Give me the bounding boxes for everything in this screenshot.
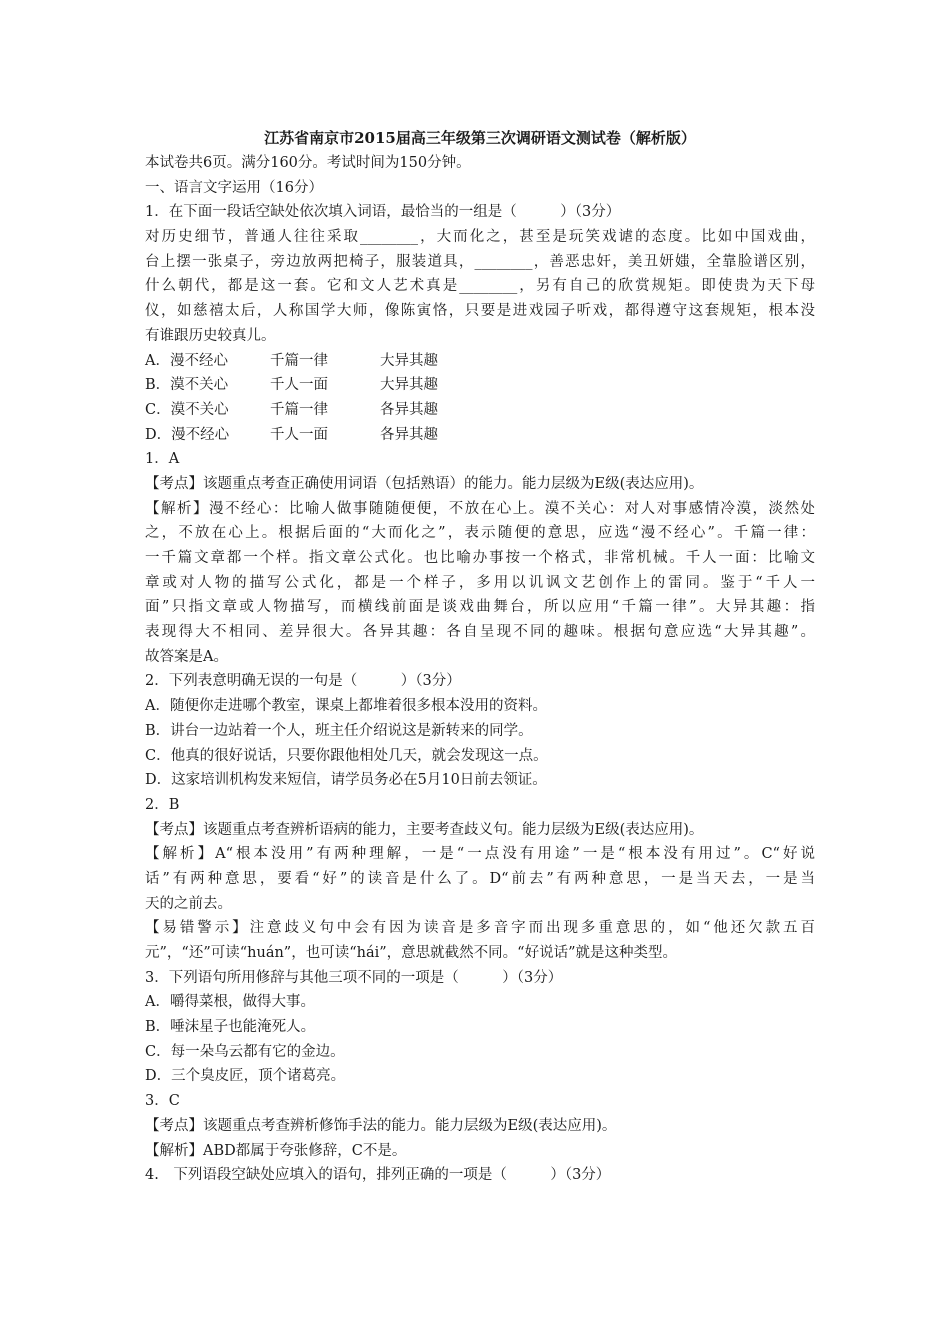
- q1-jiexi-line: 表现得大不相同、差异很大。各异其趣：各自呈现不同的趣味。根据句意应选“大异其趣”。: [145, 624, 815, 641]
- q2-option-b: B．讲台一边站着一个人，班主任介绍说这是新转来的同学。: [145, 722, 533, 739]
- option-word: 大异其趣: [380, 352, 438, 369]
- q1-jiexi-line: 故答案是A。: [145, 648, 228, 665]
- q3-kaodian: 【考点】该题重点考查辨析修饰手法的能力。能力层级为E级(表达应用)。: [145, 1117, 617, 1134]
- q3-answer: 3．C: [145, 1093, 180, 1110]
- q1-answer: 1．A: [145, 451, 180, 468]
- q1-stem: 1．在下面一段话空缺处依次填入词语，最恰当的一组是（ ）（3分）: [145, 204, 621, 221]
- q2-jiexi-line: 【解析】A“根本没用”有两种理解，一是“一点没有用途”一是“根本没有用过”。C“好说: [145, 846, 815, 863]
- q2-jiexi-line: 话”有两种意思，要看“好”的读音是什么了。D“前去”有两种意思，一是当天去，一是当: [145, 870, 815, 887]
- q1-jiexi-line: 之，不放在心上。根据后面的“大而化之”，表示随便的意思，应选“漫不经心”。千篇一律：: [145, 525, 815, 542]
- option-word: D．漫不经心: [145, 426, 230, 443]
- q1-option-a: [145, 349, 815, 374]
- option-word: 大异其趣: [380, 377, 438, 394]
- document-title: 江苏省南京市2015届高三年级第三次调研语文测试卷（解析版）: [264, 129, 696, 147]
- intro-line: 本试卷共6页。满分160分。考试时间为150分钟。: [145, 155, 471, 171]
- q1-option-b: [145, 373, 815, 398]
- q1-passage-line: 台上摆一张桌子，旁边放两把椅子，服装道具，________，善恶忠奸，美丑妍媸，全靠脸谱区别，: [145, 253, 815, 270]
- q1-jiexi-line: 章或对人物的描写公式化，都是一个样子，多用以讥讽文艺创作上的雷同。鉴于“千人一: [145, 574, 815, 591]
- q3-stem: 3．下列语句所用修辞与其他三项不同的一项是（ ）（3分）: [145, 969, 563, 986]
- option-word: 千篇一律: [270, 401, 328, 418]
- q3-option-c: C．每一朵乌云都有它的金边。: [145, 1043, 345, 1060]
- q1-jiexi-line: 【解析】漫不经心：比喻人做事随随便便，不放在心上。漠不关心：对人对事感情冷漠，淡然处: [145, 500, 815, 517]
- option-word: 千人一面: [270, 377, 328, 394]
- q1-kaodian: 【考点】该题重点考查正确使用词语（包括熟语）的能力。能力层级为E级(表达应用)。: [145, 475, 704, 492]
- option-word: 千人一面: [270, 426, 328, 443]
- q2-kaodian: 【考点】该题重点考查辨析语病的能力，主要考查歧义句。能力层级为E级(表达应用)。: [145, 821, 704, 838]
- q2-option-c: C．他真的很好说话，只要你跟他相处几天，就会发现这一点。: [145, 747, 548, 764]
- q3-option-b: B．唾沫星子也能淹死人。: [145, 1019, 316, 1036]
- section-heading: 一、语言文字运用（16分）: [145, 179, 323, 196]
- q2-answer: 2．B: [145, 796, 180, 813]
- q2-jiexi-line: 天的之前去。: [145, 895, 232, 912]
- exam-document: [145, 125, 815, 1188]
- option-word: A．漫不经心: [145, 352, 228, 369]
- option-word: B．漠不关心: [145, 377, 229, 394]
- q2-jingshi-line: 【易错警示】注意歧义句中会有因为读音是多音字而出现多重意思的，如“他还欠款五百: [145, 920, 815, 937]
- q2-jingshi-line: 元”，“还”可读“huán”，也可读“hái”，意思就截然不同。“好说话”就是这种类型。: [145, 945, 677, 961]
- option-word: 各异其趣: [380, 426, 438, 443]
- q2-option-d: D．这家培训机构发来短信，请学员务必在5月10日前去领证。: [145, 772, 547, 789]
- q1-passage-line: 对历史细节，普通人往往采取________，大而化之，甚至是玩笑戏谑的态度。比如中国戏曲，: [145, 229, 815, 246]
- q1-option-c: [145, 398, 815, 423]
- q1-passage-line: 仪，如慈禧太后，人称国学大师，像陈寅恪，只要是进戏园子听戏，都得遵守这套规矩，根本没: [145, 303, 815, 320]
- q1-passage-line: 有谁跟历史较真儿。: [145, 327, 276, 344]
- q2-stem: 2．下列表意明确无误的一句是（ ）（3分）: [145, 673, 461, 690]
- option-word: 千篇一律: [270, 352, 328, 369]
- option-word: 各异其趣: [380, 401, 438, 418]
- q3-jiexi: 【解析】ABD都属于夸张修辞，C不是。: [145, 1142, 407, 1159]
- option-word: C．漠不关心: [145, 401, 229, 418]
- q1-passage-line: 什么朝代，都是这一套。它和文人艺术真是________，另有自己的欣赏规矩。即使贵为天下母: [145, 278, 815, 295]
- q2-option-a: A．随便你走进哪个教室，课桌上都堆着很多根本没用的资料。: [145, 698, 547, 715]
- q1-jiexi-line: 面”只指文章或人物描写，而横线前面是谈戏曲舞台，所以应用“千篇一律”。大异其趣：指: [145, 599, 815, 616]
- q3-option-a: A．嚼得菜根，做得大事。: [145, 994, 315, 1011]
- q1-jiexi-line: 一千篇文章都一个样。指文章公式化。也比喻办事按一个格式，非常机械。千人一面：比喻文: [145, 550, 815, 566]
- q1-option-d: [145, 423, 815, 448]
- q3-option-d: D．三个臭皮匠，顶个诸葛亮。: [145, 1068, 346, 1085]
- q4-stem: 4. 下列语段空缺处应填入的语句，排列正确的一项是（ ）（3分）: [145, 1167, 611, 1184]
